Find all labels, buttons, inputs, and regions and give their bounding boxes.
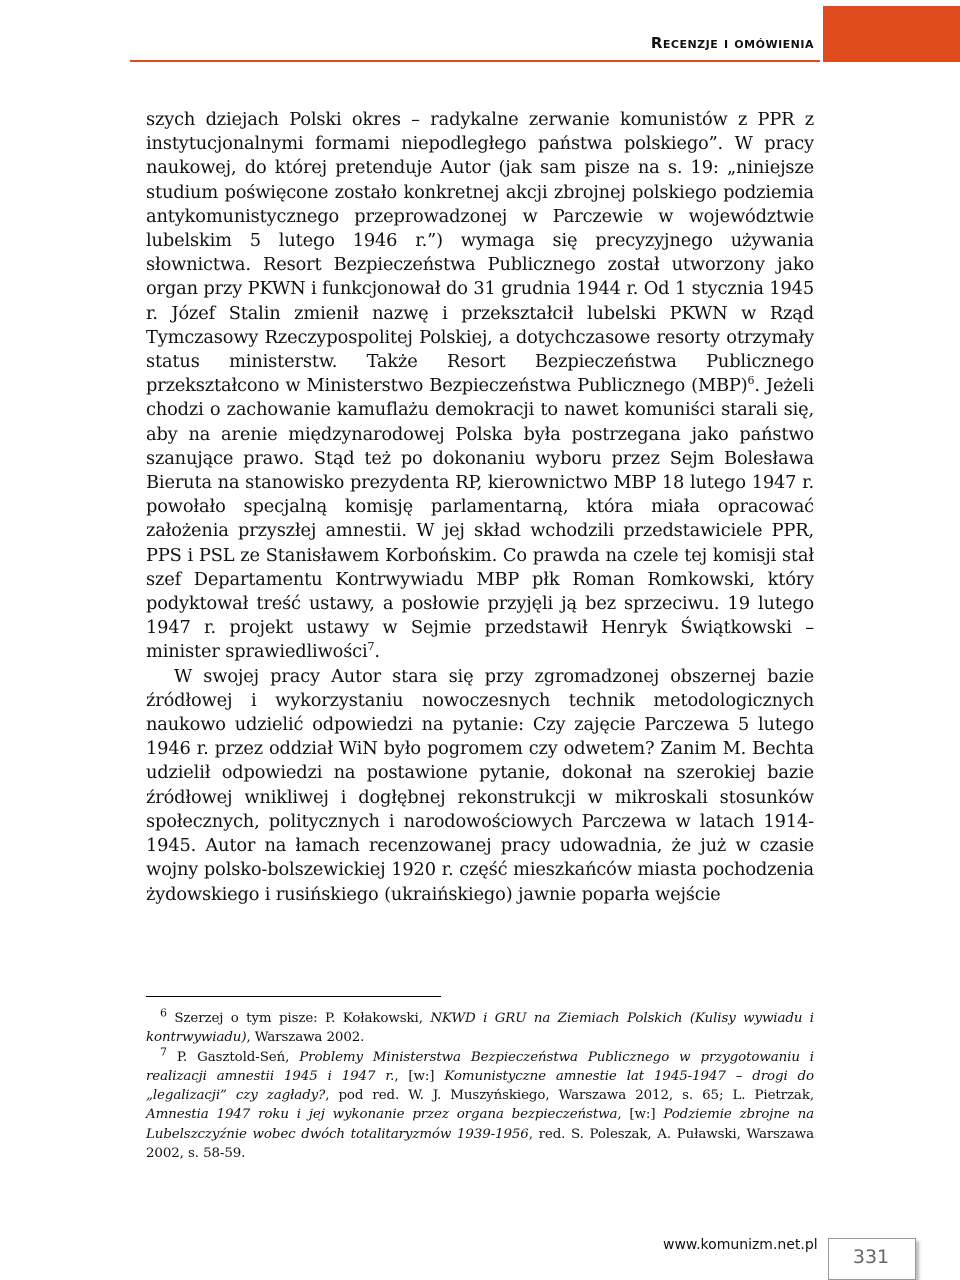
paragraph-1: szych dziejach Polski okres – radykalne zerwanie komunistów z PPR z instytucjonalnymi formami niepodległego państwa polskiego”. W pracy naukowej, do której pretenduje Autor (jak sam pisze na s. 19: „niniejsze studium poświęcone zostało konkretnej akcji zbrojnej polskiego podziemia antykomunistycznego przeprowadzonej w Parczewie w województwie lubelskim 5 lutego 1946 r.”) wymaga się precyzyjnego używania słownictwa. Resort Bezpieczeństwa Publicznego został utworzony jako organ przy PKWN i funkcjonował do 31 grudnia 1944 r. Od 1 stycznia 1945 r. Józef Stalin zmienił nazwę i przekształcił lubelski PKWN w Rząd Tymczasowy Rzeczypospolitej Polskiej, a dotychczasowe resorty otrzymały status ministerstw. Także Resort Bezpieczeństwa Publicznego przekształcono w Ministerstwo Bezpieczeństwa Publicznego (MBP)$^6$. Jeżeli chodzi o zachowanie kamuflażu demokracji to nawet komuniści starali się, aby na arenie międzynarodowej Polska była postrzegana jako państwo szanujące prawo. Stąd też po dokonaniu wyboru przez Sejm Bolesława Bieruta na stanowisko prezydenta RP, kierownictwo MBP 18 lutego 1947 r. powołało specjalną komisję parlamentarną, która miała opracować założenia przyszłej amnestii. W jej skład wchodzili przedstawiciele PPR, PPS i PSL ze Stanisławem Korbońskim. Co prawda na czele tej komisji stał szef Departamentu Kontrwywiadu MBP płk Roman Romkowski, który podyktował treść ustawy, a posłowie przyjęli ją bez sprzeciwu. 19 lutego 1947 r. projekt ustawy w Sejmie przedstawił Henryk Świątkowski – minister sprawiedliwości$^7$. <box>146 109 814 663</box>
paragraph-2: W swojej pracy Autor stara się przy zgromadzonej obszernej bazie źródłowej i wykorzystaniu nowoczesnych technik metodologicznych naukowo udzielić odpowiedzi na pytanie: Czy zajęcie Parczewa 5 lutego 1946 r. przez oddział WiN było pogromem czy odwetem? Zanim M. Bechta udzielił odpowiedzi na postawione pytanie, dokonał na szerokiej bazie źródłowej wnikliwej i dogłębnej rekonstrukcji w mikroskali stosunków społecznych, politycznych i narodowościowych Parczewa w latach 1914-1945. Autor na łamach recenzowanej pracy udowadnia, że już w czasie wojny polsko-bolszewickiej 1920 r. część mieszkańców miasta pochodzenia żydowskiego i rusińskiego (ukraińskiego) jawnie poparła wejście <box>146 665 814 905</box>
header-accent-block <box>823 6 960 62</box>
footnote-ref-7[interactable]: 7 <box>367 640 375 654</box>
footer-url[interactable]: www.komunizm.net.pl <box>663 1237 818 1253</box>
running-header-title: Recenzje i omówienia <box>650 34 814 52</box>
page-number: 331 <box>852 1246 890 1268</box>
footnote-ref-6[interactable]: 6 <box>747 374 755 388</box>
main-text <box>146 108 814 907</box>
footnote-6: $^6$ Szerzej o tym pisze: P. Kołakowski, NKWD i GRU na Ziemiach Polskich (Kulisy wywiadu i kontrwywiadu), Warszawa 2002. <box>146 1006 814 1046</box>
footnotes <box>146 1006 814 1163</box>
footnote-separator <box>146 996 441 997</box>
footnote-7: $^7$ P. Gasztold-Seń, Problemy Ministerstwa Bezpieczeństwa Publicznego w przygotowaniu i realizacji amnestii 1945 i 1947 r., [w:] Komunistyczne amnestie lat 1945-1947 – drogi do „legalizacji” czy zagłady?, pod red. W. J. Muszyńskiego, Warszawa 2012, s. 65; L. Pietrzak, Amnestia 1947 roku i jej wykonanie przez organa bezpieczeństwa, [w:] Podziemie zbrojne na Lubelszczyźnie wobec dwóch totalitaryzmów 1939-1956, red. S. Poleszak, A. Puławski, Warszawa 2002, s. 58-59. <box>146 1045 814 1162</box>
header-rule <box>130 60 820 62</box>
